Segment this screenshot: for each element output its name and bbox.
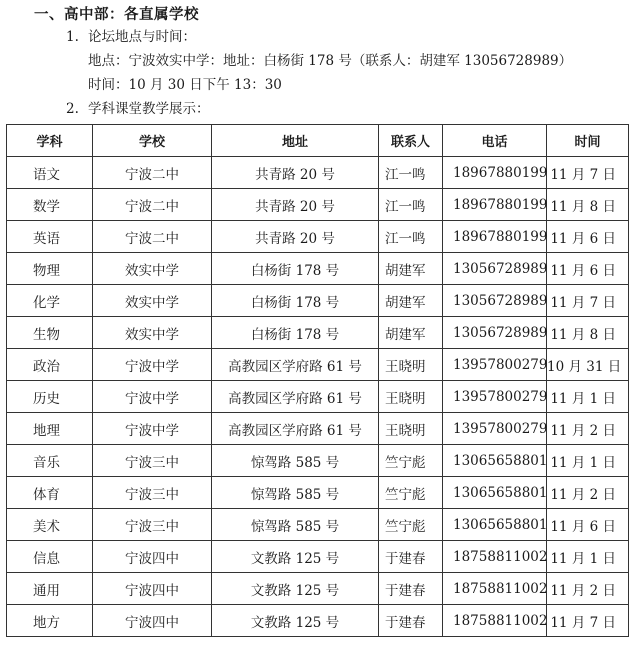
cell-time: 11 月 1 日 [547, 541, 629, 573]
cell-phone: 18967880199 [443, 189, 547, 221]
cell-school: 效实中学 [93, 317, 212, 349]
cell-address: 惊驾路 585 号 [212, 509, 379, 541]
cell-contact: 于建春 [379, 541, 443, 573]
cell-time: 11 月 8 日 [547, 189, 629, 221]
cell-school: 宁波四中 [93, 605, 212, 637]
forum-item-title: 论坛地点与时间： [88, 29, 196, 45]
demo-item-title: 学科课堂教学展示： [88, 101, 210, 117]
cell-phone: 13065658801 [443, 477, 547, 509]
cell-school: 宁波二中 [93, 221, 212, 253]
table-row [7, 221, 629, 253]
cell-address: 白杨街 178 号 [212, 317, 379, 349]
cell-time: 11 月 2 日 [547, 477, 629, 509]
cell-subject: 信息 [7, 541, 93, 573]
cell-time: 11 月 6 日 [547, 509, 629, 541]
cell-subject: 语文 [7, 157, 93, 189]
cell-school: 宁波三中 [93, 509, 212, 541]
cell-subject: 化学 [7, 285, 93, 317]
forum-time-label: 时间： [88, 77, 129, 93]
cell-time: 10 月 31 日 [547, 349, 629, 381]
cell-subject: 通用 [7, 573, 93, 605]
cell-address: 文教路 125 号 [212, 605, 379, 637]
schedule-table [6, 124, 629, 637]
header-subject: 学科 [7, 125, 93, 157]
table-row [7, 317, 629, 349]
cell-contact: 于建春 [379, 573, 443, 605]
cell-contact: 于建春 [379, 605, 443, 637]
cell-contact: 王晓明 [379, 413, 443, 445]
cell-school: 效实中学 [93, 285, 212, 317]
cell-time: 11 月 2 日 [547, 573, 629, 605]
cell-subject: 地方 [7, 605, 93, 637]
cell-phone: 18758811002 [443, 605, 547, 637]
cell-subject: 音乐 [7, 445, 93, 477]
cell-phone: 18967880199 [443, 221, 547, 253]
table-row [7, 477, 629, 509]
cell-school: 宁波四中 [93, 541, 212, 573]
cell-contact: 胡建军 [379, 253, 443, 285]
cell-contact: 竺宁彪 [379, 477, 443, 509]
cell-time: 11 月 6 日 [547, 221, 629, 253]
cell-address: 惊驾路 585 号 [212, 477, 379, 509]
cell-school: 宁波中学 [93, 381, 212, 413]
cell-address: 共青路 20 号 [212, 221, 379, 253]
cell-contact: 竺宁彪 [379, 509, 443, 541]
demo-item-number: 2. [66, 101, 79, 117]
cell-contact: 王晓明 [379, 349, 443, 381]
cell-time: 11 月 7 日 [547, 157, 629, 189]
table-row [7, 509, 629, 541]
table-row [7, 381, 629, 413]
table-row [7, 349, 629, 381]
cell-phone: 13957800279 [443, 349, 547, 381]
cell-time: 11 月 1 日 [547, 381, 629, 413]
cell-address: 高教园区学府路 61 号 [212, 413, 379, 445]
cell-phone: 13065658801 [443, 445, 547, 477]
table-header-row [7, 125, 629, 157]
cell-school: 宁波二中 [93, 189, 212, 221]
cell-time: 11 月 1 日 [547, 445, 629, 477]
table-row [7, 573, 629, 605]
cell-contact: 胡建军 [379, 317, 443, 349]
cell-contact: 江一鸣 [379, 221, 443, 253]
header-phone: 电话 [443, 125, 547, 157]
forum-time-value: 10 月 30 日下午 13：30 [128, 77, 282, 93]
table-row [7, 413, 629, 445]
table-row [7, 189, 629, 221]
header-contact: 联系人 [379, 125, 443, 157]
cell-time: 11 月 8 日 [547, 317, 629, 349]
cell-school: 效实中学 [93, 253, 212, 285]
cell-phone: 13056728989 [443, 317, 547, 349]
table-row [7, 253, 629, 285]
cell-subject: 数学 [7, 189, 93, 221]
cell-time: 11 月 7 日 [547, 605, 629, 637]
cell-time: 11 月 2 日 [547, 413, 629, 445]
cell-school: 宁波中学 [93, 413, 212, 445]
cell-contact: 胡建军 [379, 285, 443, 317]
table-row [7, 445, 629, 477]
table-row [7, 605, 629, 637]
cell-address: 共青路 20 号 [212, 189, 379, 221]
cell-time: 11 月 7 日 [547, 285, 629, 317]
cell-address: 文教路 125 号 [212, 573, 379, 605]
section-heading: 一、高中部：各直属学校 [34, 7, 199, 23]
cell-subject: 地理 [7, 413, 93, 445]
cell-address: 白杨街 178 号 [212, 285, 379, 317]
forum-item-number: 1. [66, 29, 79, 45]
cell-contact: 竺宁彪 [379, 445, 443, 477]
cell-subject: 物理 [7, 253, 93, 285]
table-row [7, 285, 629, 317]
cell-address: 共青路 20 号 [212, 157, 379, 189]
cell-contact: 江一鸣 [379, 157, 443, 189]
table-row [7, 541, 629, 573]
cell-address: 文教路 125 号 [212, 541, 379, 573]
cell-subject: 生物 [7, 317, 93, 349]
cell-contact: 江一鸣 [379, 189, 443, 221]
cell-subject: 体育 [7, 477, 93, 509]
cell-school: 宁波二中 [93, 157, 212, 189]
cell-phone: 18967880199 [443, 157, 547, 189]
cell-school: 宁波三中 [93, 445, 212, 477]
cell-school: 宁波三中 [93, 477, 212, 509]
cell-phone: 18758811002 [443, 541, 547, 573]
header-time: 时间 [547, 125, 629, 157]
forum-location-label: 地点： [88, 53, 129, 69]
cell-phone: 13957800279 [443, 381, 547, 413]
cell-school: 宁波四中 [93, 573, 212, 605]
cell-address: 惊驾路 585 号 [212, 445, 379, 477]
cell-time: 11 月 6 日 [547, 253, 629, 285]
demo-item [66, 98, 210, 120]
cell-address: 白杨街 178 号 [212, 253, 379, 285]
cell-address: 高教园区学府路 61 号 [212, 381, 379, 413]
header-address: 地址 [212, 125, 379, 157]
cell-phone: 13056728989 [443, 285, 547, 317]
cell-address: 高教园区学府路 61 号 [212, 349, 379, 381]
cell-school: 宁波中学 [93, 349, 212, 381]
cell-contact: 王晓明 [379, 381, 443, 413]
cell-subject: 美术 [7, 509, 93, 541]
table-row [7, 157, 629, 189]
header-school: 学校 [93, 125, 212, 157]
cell-subject: 政治 [7, 349, 93, 381]
cell-phone: 18758811002 [443, 573, 547, 605]
cell-phone: 13065658801 [443, 509, 547, 541]
forum-item [66, 26, 196, 48]
forum-time-line [88, 74, 282, 96]
forum-location-line [88, 50, 572, 72]
cell-phone: 13056728989 [443, 253, 547, 285]
cell-phone: 13957800279 [443, 413, 547, 445]
cell-subject: 英语 [7, 221, 93, 253]
forum-location-value: 宁波效实中学：地址：白杨街 178 号（联系人：胡建军 13056728989） [128, 53, 573, 69]
cell-subject: 历史 [7, 381, 93, 413]
